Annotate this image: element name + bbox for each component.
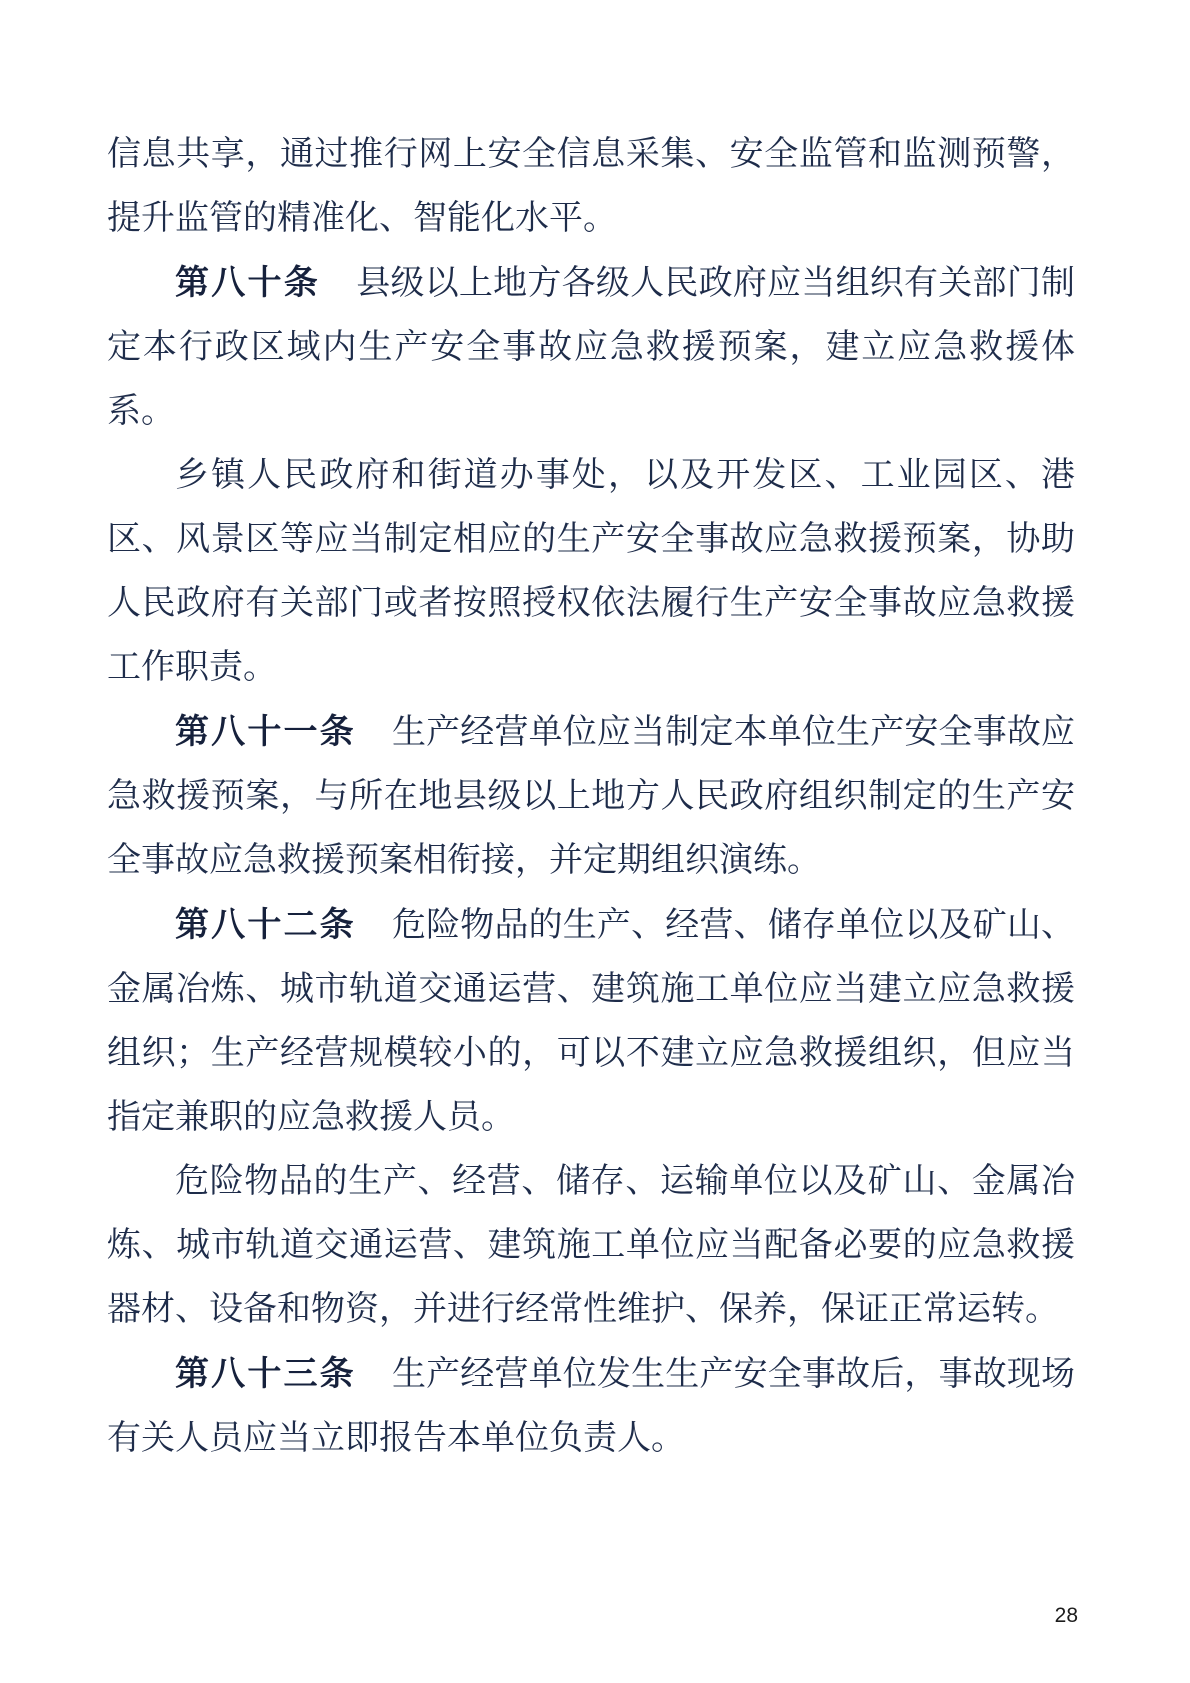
- article-number: 第八十条: [175, 264, 320, 302]
- article-number: 第八十一条: [175, 713, 356, 751]
- article-paragraph: [107, 251, 1075, 444]
- article-number: 第八十三条: [175, 1355, 356, 1393]
- article-paragraph: [107, 1342, 1075, 1471]
- body-paragraph: [107, 1150, 1075, 1342]
- paragraph-text: 乡镇人民政府和街道办事处，以及开发区、工业园区、港区、风景区等应当制定相应的生产安全事故应急救援预案，协助人民政府有关部门或者按照授权依法履行生产安全事故应急救援工作职责。: [107, 457, 1075, 686]
- article-paragraph: [107, 700, 1075, 893]
- article-number: 第八十二条: [175, 906, 356, 944]
- paragraph-text: 生产经营单位发生生产安全事故后，事故现场有关人员应当立即报告本单位负责人。: [107, 1356, 1076, 1457]
- paragraph-text: 生产经营单位应当制定本单位生产安全事故应急救援预案，与所在地县级以上地方人民政府组织制定的生产安全事故应急救援预案相衔接，并定期组织演练。: [107, 714, 1076, 879]
- body-paragraph: [107, 444, 1075, 700]
- article-paragraph: [107, 893, 1075, 1150]
- paragraph-text: 危险物品的生产、经营、储存、运输单位以及矿山、金属冶炼、城市轨道交通运营、建筑施工单位应当配备必要的应急救援器材、设备和物资，并进行经常性维护、保养，保证正常运转。: [107, 1163, 1075, 1328]
- paragraph-text: 信息共享，通过推行网上安全信息采集、安全监管和监测预警，提升监管的精准化、智能化水平。: [107, 136, 1075, 237]
- document-body: [107, 123, 1075, 1471]
- paragraph-text: 危险物品的生产、经营、储存单位以及矿山、金属冶炼、城市轨道交通运营、建筑施工单位应当建立应急救援组织；生产经营规模较小的，可以不建立应急救援组织，但应当指定兼职的应急救援人员。: [107, 907, 1076, 1136]
- body-paragraph: [107, 123, 1075, 251]
- paragraph-text: 县级以上地方各级人民政府应当组织有关部门制定本行政区域内生产安全事故应急救援预案，建立应急救援体系。: [107, 265, 1076, 430]
- page-number: 28: [1054, 1604, 1078, 1627]
